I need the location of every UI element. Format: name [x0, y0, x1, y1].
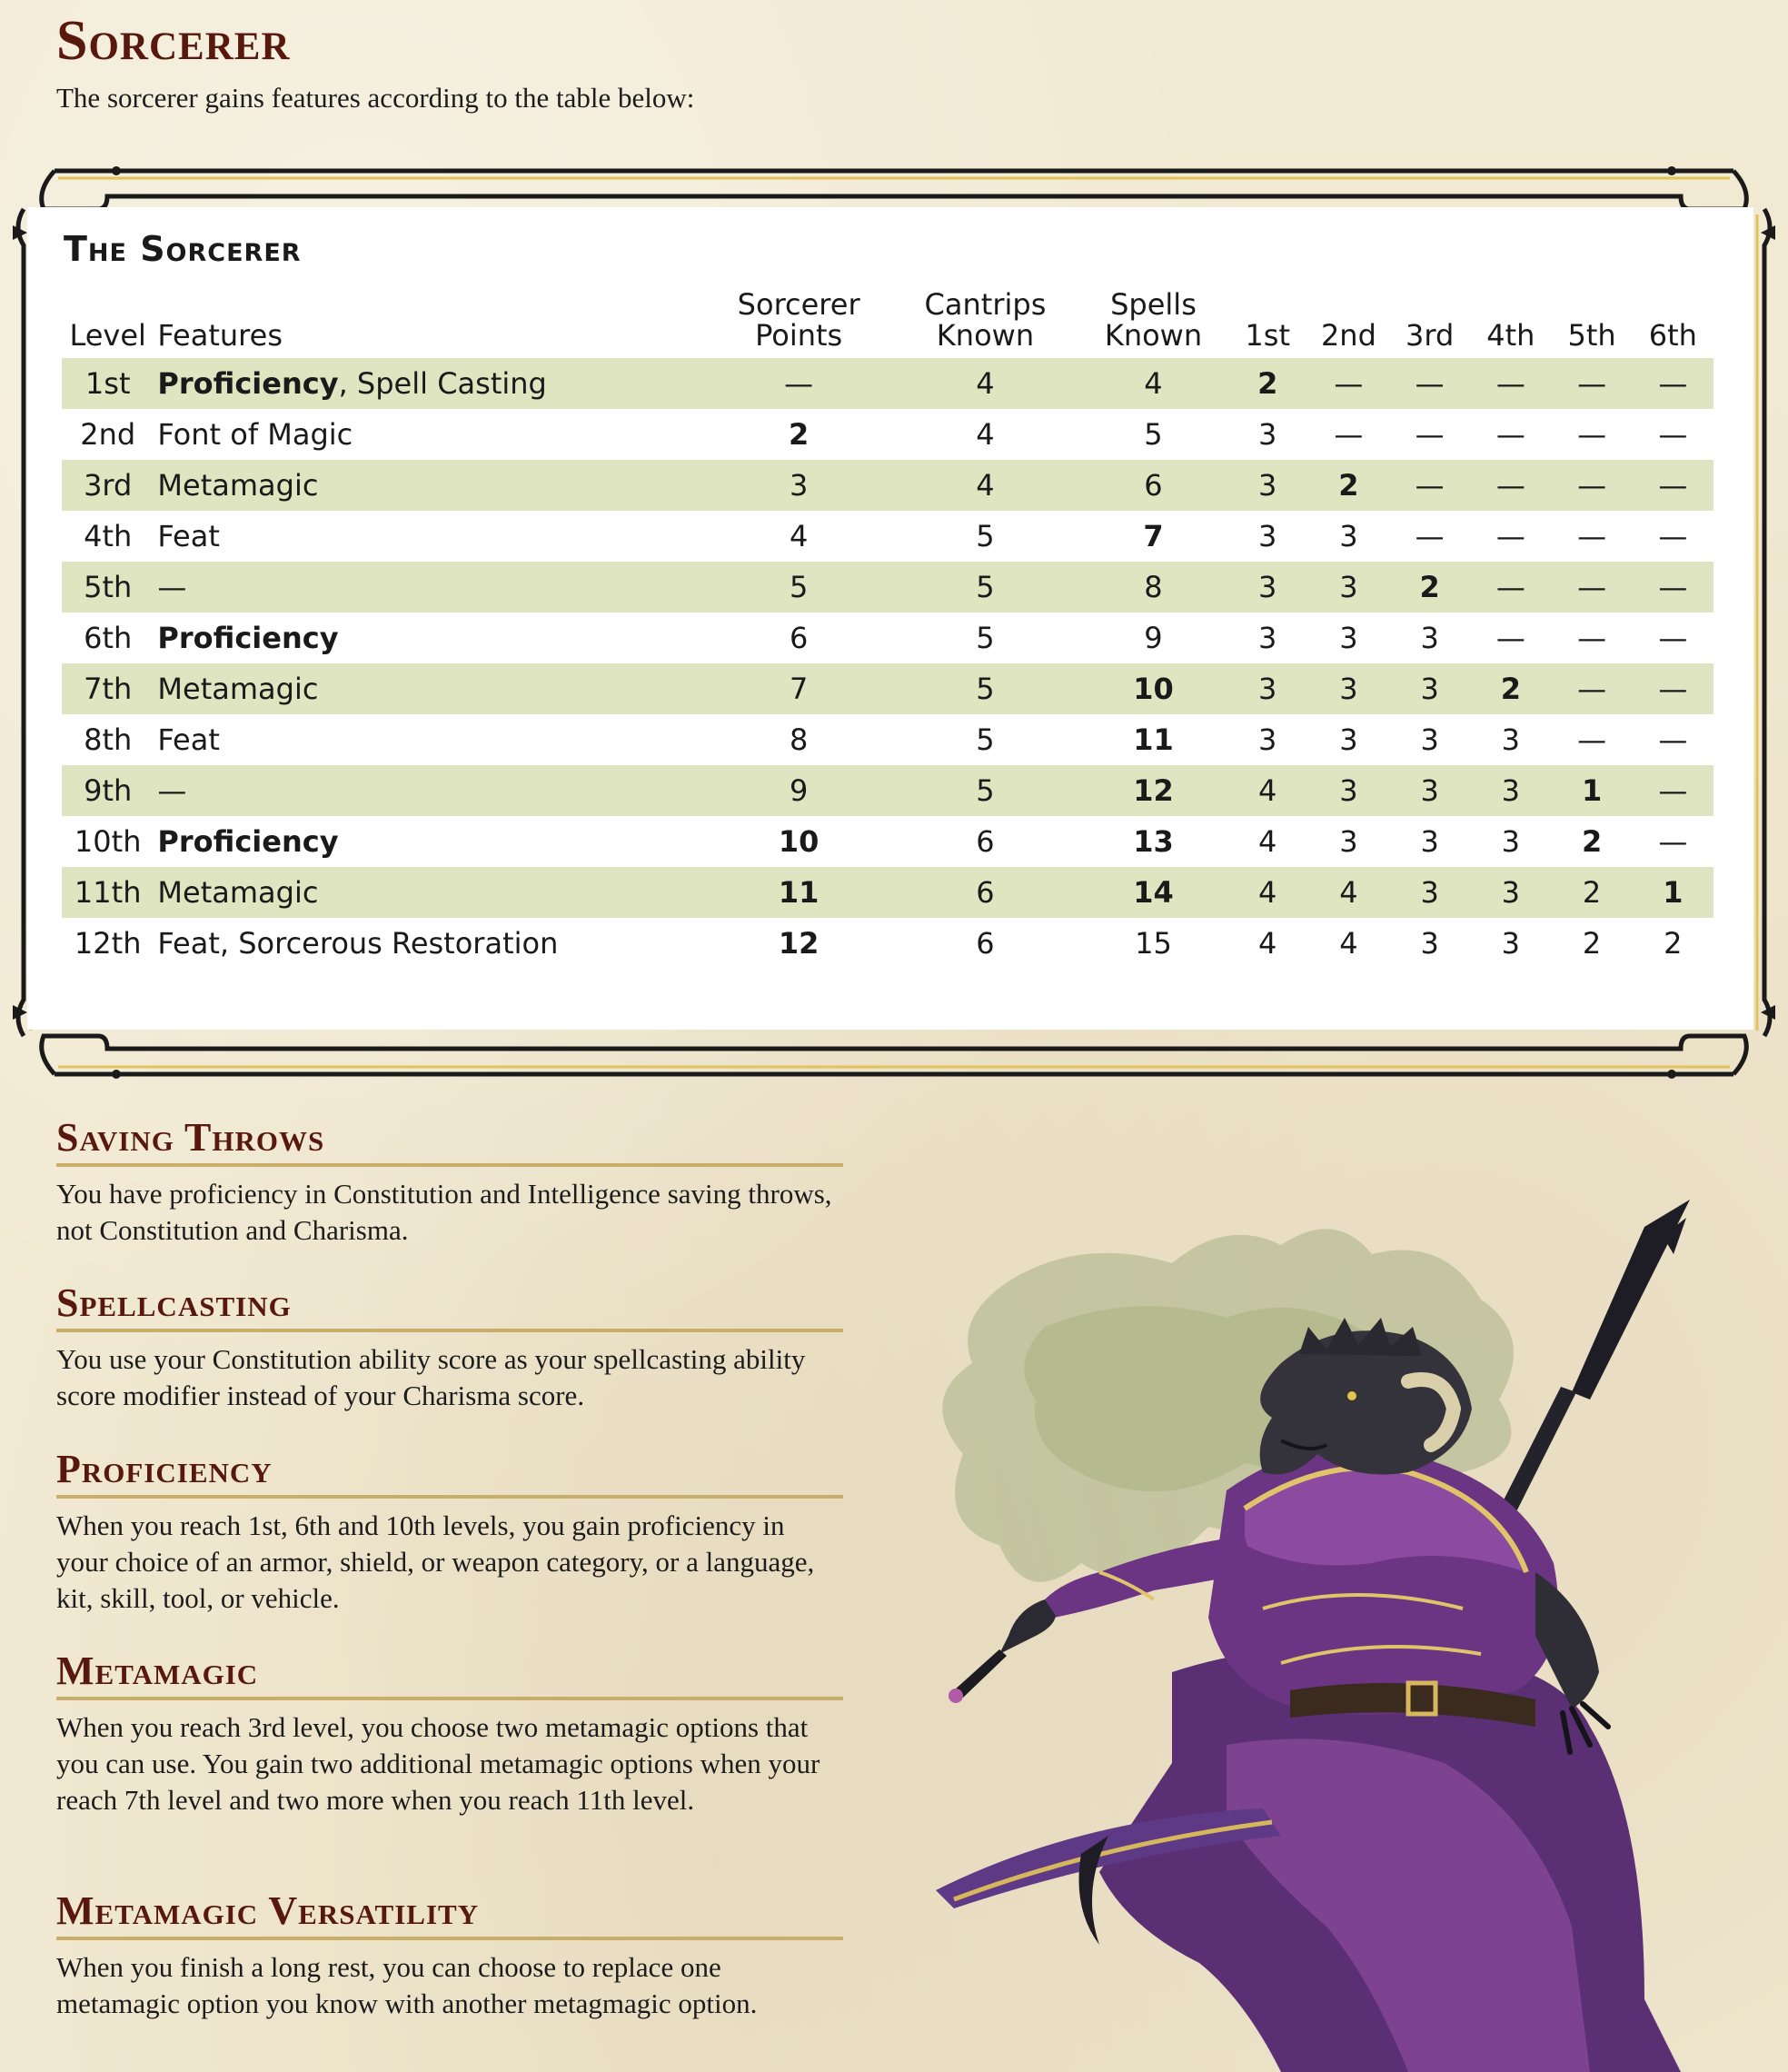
table-row — [62, 613, 1714, 663]
cell-points: 10 — [778, 824, 820, 859]
cell-points: 8 — [789, 722, 809, 757]
cell-slot-2: 3 — [1339, 621, 1358, 655]
header-slot-4th: 4th — [1486, 318, 1535, 353]
cell-level: 7th — [62, 663, 154, 714]
cell-level: 5th — [62, 562, 154, 613]
cell-slot-2: 3 — [1308, 765, 1389, 816]
cell-slot-2: 3 — [1339, 824, 1358, 859]
cell-slot-4: — — [1470, 358, 1551, 409]
cell-features: Font of Magic — [157, 417, 353, 452]
cell-cantrips: 5 — [891, 562, 1080, 613]
cell-slot-3: 3 — [1389, 867, 1470, 918]
proficiency-body: When you reach 1st, 6th and 10th levels, you gain proficiency in your choice of an armor, shield, or weapon category, or a language, kit, skill, tool, or vehicle. — [56, 1509, 815, 1614]
cell-slot-3: 3 — [1420, 621, 1439, 655]
cell-points: 5 — [707, 562, 891, 613]
metamagic-versatility-body: When you finish a long rest, you can choose to replace one metamagic option you know with another metagmagic option. — [56, 1951, 758, 2019]
cell-features: — — [154, 765, 706, 816]
cell-slot-3: 3 — [1389, 765, 1470, 816]
cell-spells: 7 — [1143, 519, 1164, 553]
cell-level: 8th — [84, 722, 133, 757]
cell-slot-6: — — [1633, 765, 1714, 816]
metamagic-versatility-heading: Metamagic Versatility — [56, 1888, 843, 1940]
cell-slot-4: — — [1470, 460, 1551, 511]
header-slot-3rd: 3rd — [1406, 318, 1455, 353]
table-row — [62, 409, 1714, 460]
cell-cantrips: 6 — [976, 926, 995, 961]
cell-slot-4: 3 — [1501, 926, 1521, 961]
header-slot-1st: 1st — [1245, 318, 1290, 353]
cell-slot-6: 1 — [1633, 867, 1714, 918]
cell-slot-5: — — [1551, 358, 1632, 409]
page-title: Sorcerer — [56, 10, 291, 72]
cell-level: 1st — [62, 358, 154, 409]
cell-slot-3: 3 — [1389, 663, 1470, 714]
cell-points: 9 — [707, 765, 891, 816]
section-proficiency — [56, 1446, 843, 1617]
cell-slot-4: — — [1495, 417, 1525, 452]
header-slot-2nd: 2nd — [1320, 318, 1376, 353]
cell-slot-2: 4 — [1308, 867, 1389, 918]
section-metamagic-versatility — [56, 1888, 843, 2022]
cell-slot-5: — — [1577, 417, 1607, 452]
cell-level: 10th — [74, 824, 142, 859]
cell-slot-2: — — [1334, 417, 1364, 452]
cell-slot-1: 3 — [1227, 460, 1308, 511]
cell-slot-1: 3 — [1227, 562, 1308, 613]
cell-slot-5: — — [1551, 562, 1632, 613]
cell-slot-5: — — [1551, 663, 1632, 714]
spellcasting-heading: Spellcasting — [56, 1280, 843, 1332]
table-title: The Sorcerer — [64, 229, 302, 269]
cell-features: Metamagic — [154, 663, 706, 714]
metamagic-body: When you reach 3rd level, you choose two metamagic options that you can use. You gain two additional metamagic options when your reach 7th level and two more when you reach 11th level. — [56, 1711, 820, 1816]
cell-level: 6th — [84, 621, 133, 655]
cell-points: 3 — [707, 460, 891, 511]
cell-slot-4: 2 — [1470, 663, 1551, 714]
header-level: Level — [69, 318, 146, 353]
cell-slot-1: 4 — [1227, 867, 1308, 918]
table-row — [62, 714, 1714, 765]
cell-slot-6: — — [1633, 663, 1714, 714]
cell-spells: 12 — [1079, 765, 1227, 816]
cell-slot-5: 1 — [1551, 765, 1632, 816]
cell-points: 4 — [789, 519, 809, 553]
header-cantrips-known: Cantrips Known — [924, 287, 1047, 353]
table-row — [62, 765, 1714, 816]
table-row — [62, 918, 1714, 969]
cell-spells: 14 — [1079, 867, 1227, 918]
cell-slot-5: — — [1551, 460, 1632, 511]
cell-slot-6: — — [1633, 460, 1714, 511]
cell-slot-3: — — [1415, 417, 1445, 452]
metamagic-heading: Metamagic — [56, 1648, 843, 1700]
cell-slot-3: 3 — [1420, 926, 1439, 961]
cell-slot-6: — — [1633, 358, 1714, 409]
spellcasting-body: You use your Constitution ability score as your spellcasting ability score modifier instead of your Charisma score. — [56, 1343, 806, 1411]
cell-slot-5: — — [1577, 722, 1607, 757]
header-spells-known: Spells Known — [1104, 287, 1203, 353]
cell-slot-3: — — [1389, 358, 1470, 409]
cell-spells: 15 — [1135, 926, 1172, 961]
cell-slot-3: 2 — [1389, 562, 1470, 613]
cell-points: 7 — [707, 663, 891, 714]
saving-throws-body: You have proficiency in Constitution and Intelligence saving throws, not Constitution and Charisma. — [56, 1178, 832, 1246]
cell-slot-1: 3 — [1227, 663, 1308, 714]
cell-level: 9th — [62, 765, 154, 816]
cell-slot-1: 4 — [1227, 765, 1308, 816]
cell-spells: 5 — [1144, 417, 1163, 452]
cell-slot-2: 3 — [1308, 663, 1389, 714]
table-row — [62, 511, 1714, 562]
cell-level: 4th — [84, 519, 133, 553]
cell-level: 11th — [62, 867, 154, 918]
cell-slot-6: — — [1658, 417, 1688, 452]
cell-slot-1: 4 — [1258, 926, 1277, 961]
cell-slot-3: — — [1389, 460, 1470, 511]
cell-spells: 6 — [1079, 460, 1227, 511]
table-row — [62, 562, 1714, 613]
cell-features: Metamagic — [154, 867, 706, 918]
cell-features: Proficiency, Spell Casting — [154, 358, 706, 409]
cell-slot-1: 3 — [1258, 519, 1277, 553]
table-row — [62, 358, 1714, 409]
saving-throws-heading: Saving Throws — [56, 1114, 843, 1167]
cell-level: 3rd — [62, 460, 154, 511]
cell-slot-5: 2 — [1582, 926, 1602, 961]
section-metamagic — [56, 1648, 843, 1818]
header-features: Features — [157, 318, 283, 353]
cell-features: — — [154, 562, 706, 613]
cell-features: Feat — [157, 722, 220, 757]
cell-cantrips: 5 — [976, 519, 995, 553]
cell-slot-2: 3 — [1308, 562, 1389, 613]
cell-spells: 13 — [1133, 824, 1174, 859]
cell-spells: 4 — [1079, 358, 1227, 409]
cell-slot-3: 3 — [1420, 824, 1439, 859]
cell-slot-5: — — [1577, 519, 1607, 553]
cell-cantrips: 6 — [891, 867, 1080, 918]
cell-points: 6 — [789, 621, 809, 655]
cell-cantrips: 4 — [891, 460, 1080, 511]
cell-features: Proficiency — [157, 824, 339, 859]
cell-points: 2 — [789, 417, 810, 452]
cell-slot-4: 3 — [1470, 867, 1551, 918]
cell-features: Proficiency — [157, 621, 339, 655]
cell-slot-1: 3 — [1258, 722, 1277, 757]
cell-spells: 8 — [1079, 562, 1227, 613]
cell-slot-5: 2 — [1551, 867, 1632, 918]
cell-slot-6: — — [1658, 722, 1688, 757]
cell-slot-4: 3 — [1501, 824, 1521, 859]
cell-slot-3: — — [1415, 519, 1445, 553]
table-row — [62, 663, 1714, 714]
cell-cantrips: 5 — [976, 621, 995, 655]
cell-slot-3: 3 — [1420, 722, 1439, 757]
cell-cantrips: 5 — [976, 722, 995, 757]
cell-slot-4: 3 — [1470, 765, 1551, 816]
cell-features: Metamagic — [154, 460, 706, 511]
sorcerer-table — [62, 289, 1714, 969]
header-sorcerer-points: Sorcerer Points — [737, 287, 860, 353]
cell-slot-4: — — [1470, 562, 1551, 613]
header-slot-6th: 6th — [1648, 318, 1697, 353]
cell-spells: 11 — [1133, 722, 1174, 757]
cell-slot-2: 3 — [1339, 722, 1358, 757]
cell-cantrips: 4 — [891, 358, 1080, 409]
cell-points: 12 — [778, 926, 820, 961]
cell-slot-4: 3 — [1501, 722, 1521, 757]
cell-spells: 10 — [1079, 663, 1227, 714]
table-row — [62, 816, 1714, 867]
cell-features: Feat — [157, 519, 220, 553]
cell-level: 2nd — [80, 417, 136, 452]
cell-slot-2: 3 — [1339, 519, 1358, 553]
cell-slot-5: 2 — [1581, 824, 1603, 859]
cell-slot-4: — — [1495, 519, 1525, 553]
header-slot-5th: 5th — [1567, 318, 1616, 353]
cell-slot-6: — — [1633, 562, 1714, 613]
cell-slot-2: 2 — [1308, 460, 1389, 511]
table-row — [62, 460, 1714, 511]
cell-slot-1: 2 — [1227, 358, 1308, 409]
cell-points: 11 — [707, 867, 891, 918]
cell-spells: 9 — [1144, 621, 1163, 655]
cell-cantrips: 5 — [891, 663, 1080, 714]
cell-slot-6: — — [1658, 519, 1688, 553]
cell-slot-1: 3 — [1258, 417, 1277, 452]
cell-slot-1: 3 — [1258, 621, 1277, 655]
proficiency-heading: Proficiency — [56, 1446, 843, 1499]
table-row — [62, 867, 1714, 918]
cell-slot-5: — — [1577, 621, 1607, 655]
cell-features: Feat, Sorcerous Restoration — [157, 926, 559, 961]
cell-level: 12th — [74, 926, 142, 961]
cell-cantrips: 6 — [976, 824, 995, 859]
cell-slot-4: — — [1495, 621, 1525, 655]
section-saving-throws — [56, 1114, 843, 1249]
cell-slot-1: 4 — [1258, 824, 1277, 859]
sorcerer-illustration — [899, 1181, 1772, 2072]
cell-cantrips: 5 — [891, 765, 1080, 816]
cell-slot-6: — — [1658, 824, 1688, 859]
cell-slot-6: 2 — [1664, 926, 1683, 961]
intro-text: The sorcerer gains features according to the table below: — [56, 82, 695, 114]
cell-points: — — [707, 358, 891, 409]
cell-slot-6: — — [1658, 621, 1688, 655]
table-header-row — [62, 289, 1714, 358]
section-spellcasting — [56, 1280, 843, 1414]
cell-slot-2: — — [1308, 358, 1389, 409]
cell-cantrips: 4 — [976, 417, 995, 452]
cell-slot-2: 4 — [1339, 926, 1358, 961]
